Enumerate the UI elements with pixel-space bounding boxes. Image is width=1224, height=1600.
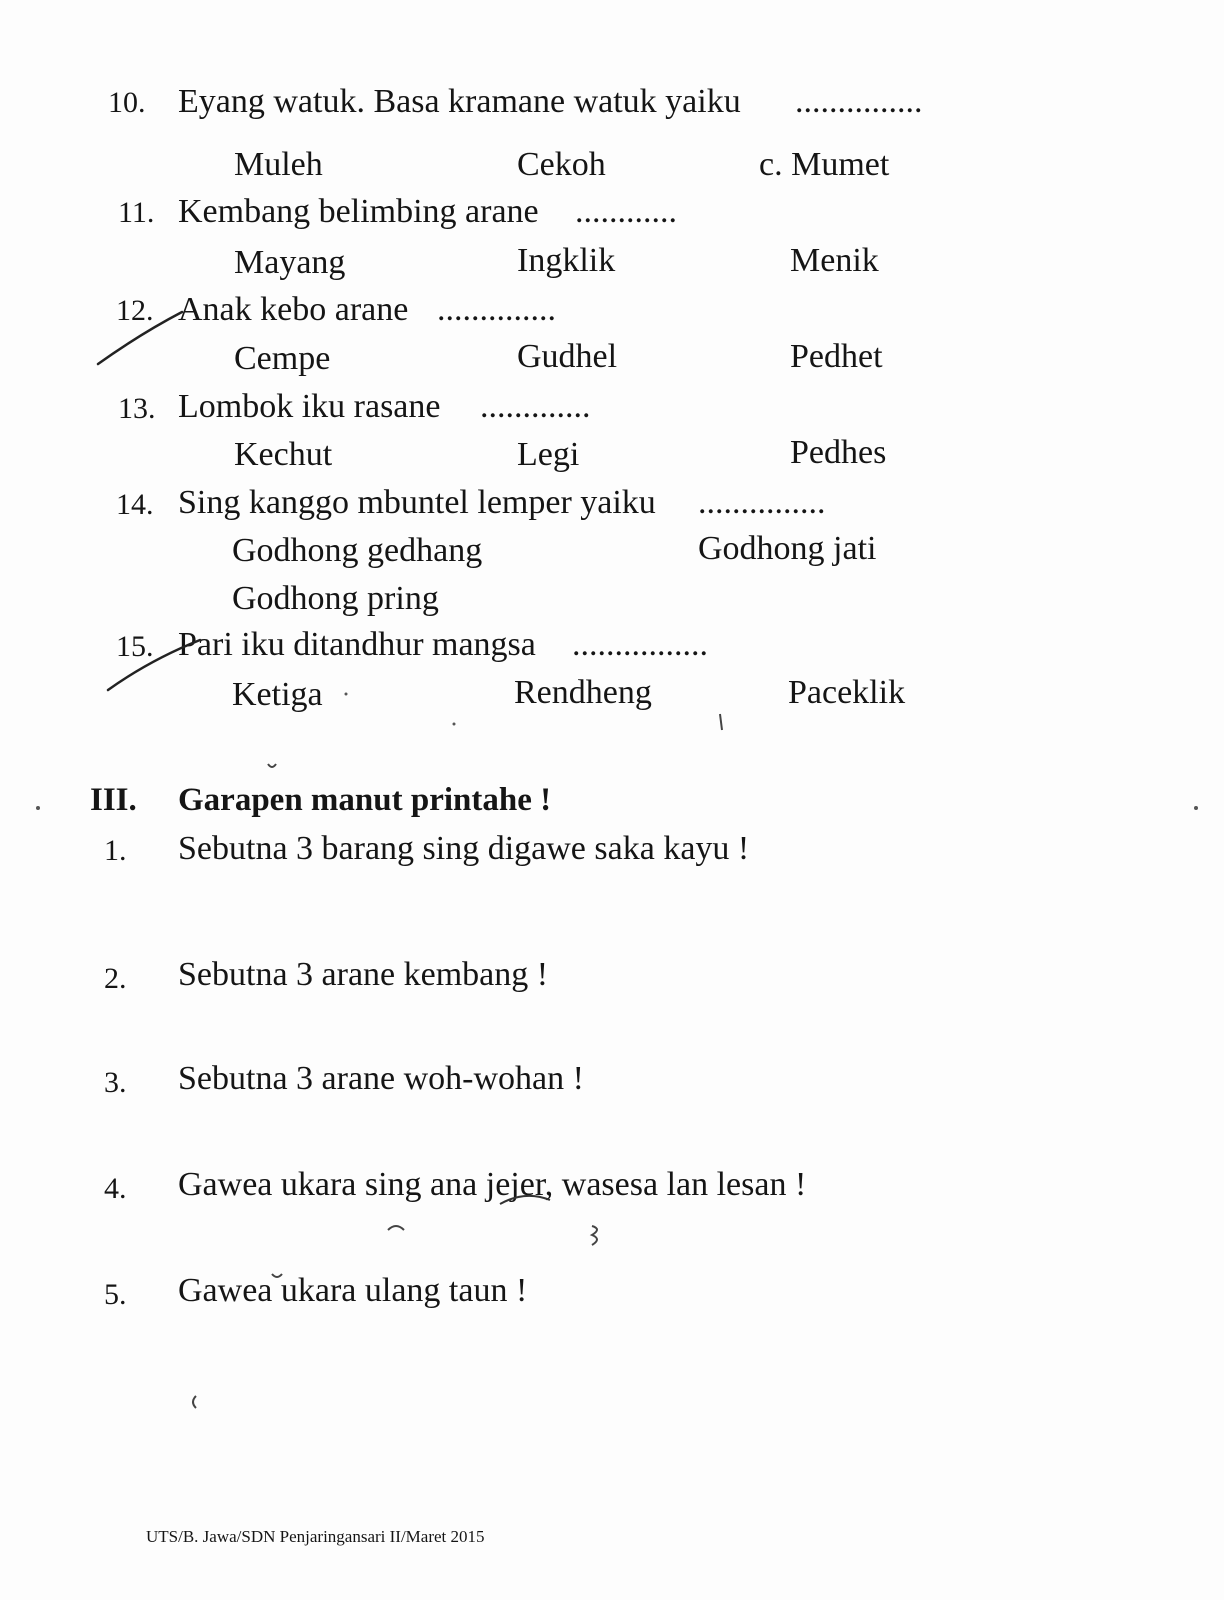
question-11-dots: ............ [575, 193, 677, 230]
question-14-text: Sing kanggo mbuntel lemper yaiku [178, 484, 656, 521]
section-3-roman: III. [90, 782, 137, 818]
question-11-text: Kembang belimbing arane [178, 193, 539, 230]
section-3-item-4-text: Gawea ukara sing ana jejer, wasesa lan lesan ! [178, 1166, 807, 1203]
question-12-dots: .............. [437, 291, 556, 328]
section-3-item-2-number: 2. [104, 962, 127, 995]
question-13-dots: ............. [480, 388, 591, 425]
pencil-scribble-6 [720, 714, 722, 730]
question-14-option-b: Godhong jati [698, 530, 877, 567]
question-13-option-a: Kechut [234, 436, 333, 473]
section-3-item-2-text: Sebutna 3 arane kembang ! [178, 956, 549, 993]
section-3-item-4-number: 4. [104, 1172, 127, 1205]
pencil-scribble-2 [592, 1226, 597, 1245]
question-14-dots: ............... [698, 484, 826, 521]
question-12-text: Anak kebo arane [178, 291, 409, 328]
section-3-item-3-number: 3. [104, 1066, 127, 1099]
question-10-number: 10. [108, 86, 146, 119]
question-15-option-c: Paceklik [788, 674, 906, 711]
question-15-option-a: Ketiga [232, 676, 323, 713]
pencil-scribble-1 [388, 1226, 404, 1230]
question-13-option-c: Pedhes [790, 434, 887, 471]
question-14-option-a: Godhong gedhang [232, 532, 483, 569]
pencil-scribble-4 [193, 1396, 196, 1408]
question-11-option-c: Menik [790, 242, 879, 279]
question-10-option-a: Muleh [234, 146, 323, 183]
question-11-option-a: Mayang [234, 244, 346, 281]
section-3-item-1-number: 1. [104, 834, 127, 867]
question-14-number: 14. [116, 488, 154, 521]
section-3-item-3-text: Sebutna 3 arane woh-wohan ! [178, 1060, 584, 1097]
question-11-option-b: Ingklik [517, 242, 616, 279]
section-3-item-5-number: 5. [104, 1278, 127, 1311]
question-11-number: 11. [118, 196, 155, 229]
question-10-option-b: Cekoh [517, 146, 606, 183]
question-12-option-b: Gudhel [517, 338, 618, 375]
pencil-scribble-5 [268, 764, 276, 767]
question-13-text: Lombok iku rasane [178, 388, 441, 425]
question-10-dots: ............... [795, 83, 923, 120]
section-3-item-1-text: Sebutna 3 barang sing digawe saka kayu ! [178, 830, 750, 867]
question-15-number: 15. [116, 630, 154, 663]
question-13-number: 13. [118, 392, 156, 425]
question-12-option-a: Cempe [234, 340, 331, 377]
question-12-number: 12. [116, 294, 154, 327]
section-3-title: Garapen manut printahe ! [178, 782, 552, 818]
question-15-option-b: Rendheng [514, 674, 652, 711]
question-10-option-c: c. Mumet [759, 146, 890, 183]
footer-text: UTS/B. Jawa/SDN Penjaringansari II/Maret 2015 [146, 1527, 485, 1546]
question-12-option-c: Pedhet [790, 338, 883, 375]
section-3-item-5-text: Gawea ukara ulang taun ! [178, 1272, 528, 1309]
question-10-text: Eyang watuk. Basa kramane watuk yaiku [178, 83, 741, 120]
question-15-dots: ................ [572, 626, 708, 663]
question-14-option-c: Godhong pring [232, 580, 439, 617]
question-15-text: Pari iku ditandhur mangsa [178, 626, 536, 663]
question-13-option-b: Legi [517, 436, 580, 473]
